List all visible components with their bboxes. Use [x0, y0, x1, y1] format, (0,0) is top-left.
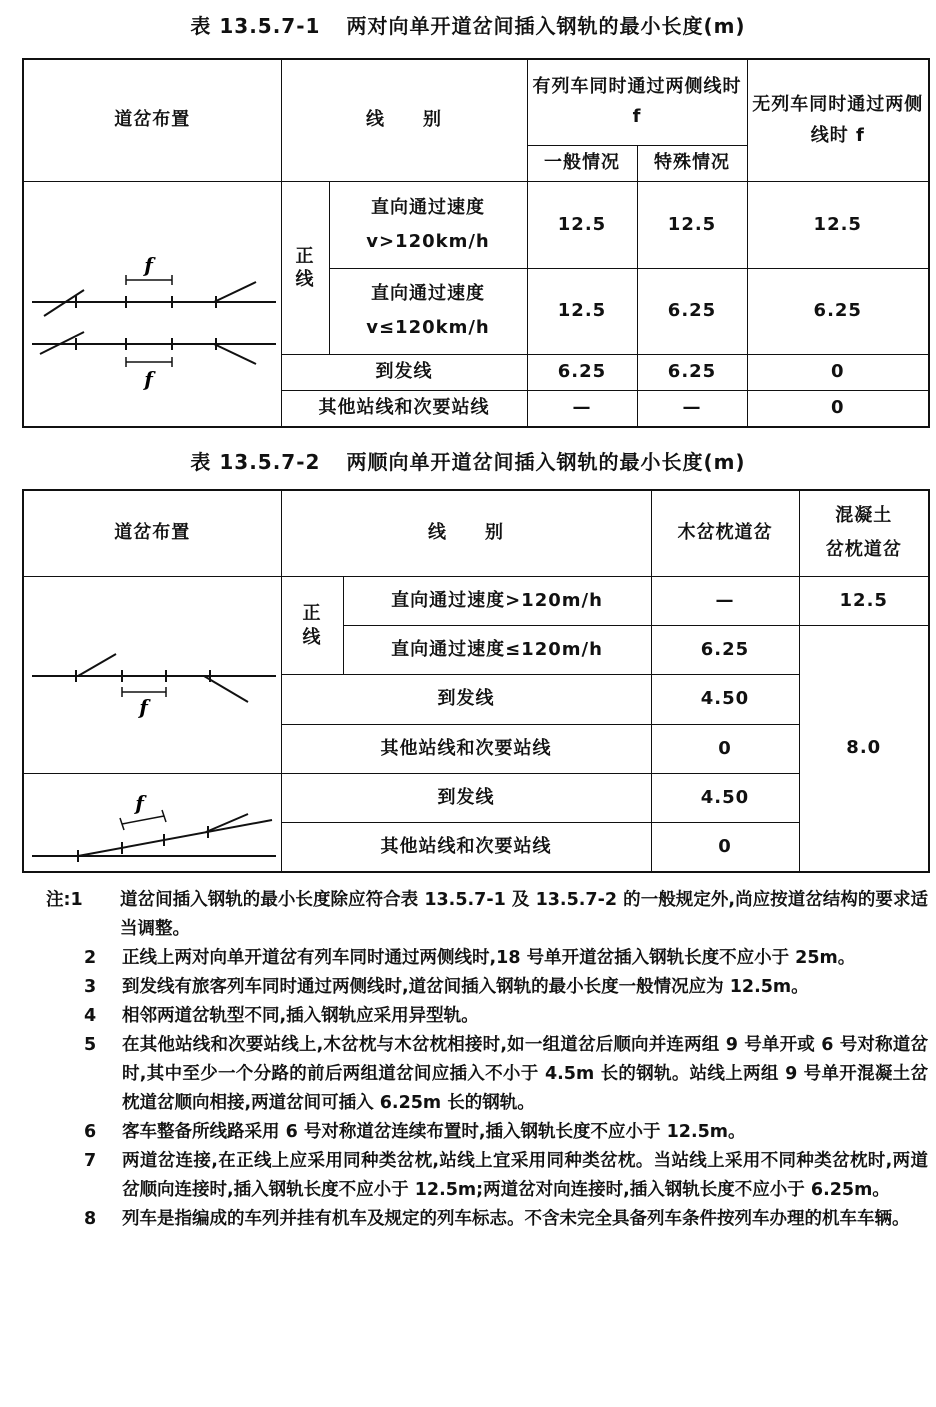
- table2-row4-label: 其他站线和次要站线: [281, 724, 651, 773]
- table2-caption-title: 两顺向单开道岔间插入钢轨的最小长度(m): [346, 450, 746, 474]
- table1-row4-label: 其他站线和次要站线: [281, 391, 527, 427]
- table1-row2-special: 6.25: [637, 268, 747, 354]
- table1-row3-general: 6.25: [527, 355, 637, 391]
- table1-header-special: 特殊情况: [637, 145, 747, 181]
- table1-header-line-type: 线 别: [281, 59, 527, 182]
- table1-row3-label: 到发线: [281, 355, 527, 391]
- table2-row6-label: 其他站线和次要站线: [281, 823, 651, 872]
- note-text: 两道岔连接,在正线上应采用同种类岔枕,站线上宜采用同种类岔枕。当站线上采用不同种类岔枕时,两道岔顺向连接时,插入钢轨长度不应小于 12.5m;两道岔对向连接时,插入钢轨长度不应小于 6.25m。: [122, 1151, 928, 1200]
- table1-row1-general: 12.5: [527, 182, 637, 268]
- note-text: 列车是指编成的车列并挂有机车及规定的列车标志。不含未完全具备列车条件按列车办理的机车车辆。: [122, 1209, 910, 1229]
- table2-header-line-type: 线 别: [281, 490, 651, 576]
- table2-row1-concrete: 12.5: [799, 576, 929, 625]
- note-item: [48, 973, 928, 1002]
- note-text: 客车整备所线路采用 6 号对称道岔连续布置时,插入钢轨长度不应小于 12.5m。: [122, 1122, 746, 1142]
- table1-row2-without: 6.25: [747, 268, 929, 354]
- trailing-turnouts-diagram-1: [26, 580, 278, 770]
- table2-caption-number: 表 13.5.7-2: [190, 450, 321, 474]
- diagram-f-label-bottom: f: [144, 367, 155, 392]
- table1-row1-without: 12.5: [747, 182, 929, 268]
- table1-diagram-cell: [23, 182, 281, 427]
- note-number: 6: [84, 1122, 97, 1142]
- table1-row4-general: —: [527, 391, 637, 427]
- table2-row6-wood: 0: [651, 823, 799, 872]
- note-number: 4: [84, 1006, 97, 1026]
- note-item: [48, 1118, 928, 1147]
- opposing-turnouts-diagram: [26, 184, 278, 424]
- table1-row4-without: 0: [747, 391, 929, 427]
- note-number: 8: [84, 1209, 97, 1229]
- table1-row3-without: 0: [747, 355, 929, 391]
- table2-row1-wood: —: [651, 576, 799, 625]
- trailing-turnouts-diagram-2: [26, 774, 278, 870]
- note-text: 在其他站线和次要站线上,木岔枕与木岔枕相接时,如一组道岔后顺向并连两组 9 号单开或 6 号对称道岔时,其中至少一个分路的前后两组道岔间应插入不小于 4.5m 长的钢轨。站线上两组 9 号单开混凝土岔枕道岔顺向相接,两道岔间可插入 6.25m 长的钢轨。: [122, 1035, 928, 1113]
- table1-row2-label: 直向通过速度 v≤120km/h: [329, 268, 527, 354]
- diagram-f-label-2: f: [135, 791, 146, 816]
- table1-row1-label: 直向通过速度 v>120km/h: [329, 182, 527, 268]
- table2-header-concrete: 混凝土 岔枕道岔: [799, 490, 929, 576]
- note-number: 2: [84, 948, 97, 968]
- table1-header-general: 一般情况: [527, 145, 637, 181]
- table1-caption-number: 表 13.5.7-1: [190, 14, 321, 38]
- note-number: 5: [84, 1035, 97, 1055]
- note-number: 7: [84, 1151, 97, 1171]
- note-item: [48, 944, 928, 973]
- note-text: 相邻两道岔轨型不同,插入钢轨应采用异型轨。: [122, 1006, 479, 1026]
- table2-caption: [0, 446, 936, 475]
- table1-caption: [0, 10, 936, 39]
- note-item: [48, 1147, 928, 1205]
- note-number: 3: [84, 977, 97, 997]
- table2-row5-wood: 4.50: [651, 773, 799, 822]
- diagram-f-label-top: f: [144, 253, 155, 278]
- table2: [22, 489, 930, 873]
- note-item: [48, 1205, 928, 1234]
- table1-main-line: 正线: [281, 182, 329, 355]
- diagram-f-label: f: [139, 694, 150, 719]
- note-item: [48, 1031, 928, 1118]
- note-text: 道岔间插入钢轨的最小长度除应符合表 13.5.7-1 及 13.5.7-2 的一般规定外,尚应按道岔结构的要求适当调整。: [120, 890, 928, 939]
- table2-row1-label: 直向通过速度>120m/h: [343, 576, 651, 625]
- note-text: 到发线有旅客列车同时通过两侧线时,道岔间插入钢轨的最小长度一般情况应为 12.5m。: [122, 977, 809, 997]
- table1-row3-special: 6.25: [637, 355, 747, 391]
- table2-main-line: 正线: [281, 576, 343, 675]
- note-text: 正线上两对向单开道岔有列车同时通过两侧线时,18 号单开道岔插入钢轨长度不应小于 25m。: [122, 948, 856, 968]
- table2-header-layout: 道岔布置: [23, 490, 281, 576]
- table2-diagram1-cell: [23, 576, 281, 773]
- table1-row2-general: 12.5: [527, 268, 637, 354]
- table1: [22, 58, 930, 428]
- table2-row4-wood: 0: [651, 724, 799, 773]
- table1-header-layout: 道岔布置: [23, 59, 281, 182]
- note-item: [48, 886, 928, 944]
- note-number: 注:1: [46, 890, 83, 910]
- table2-row5-label: 到发线: [281, 773, 651, 822]
- table1-caption-title: 两对向单开道岔间插入钢轨的最小长度(m): [346, 14, 746, 38]
- table1-row4-special: —: [637, 391, 747, 427]
- notes: [48, 886, 928, 1234]
- table2-row2-label: 直向通过速度≤120m/h: [343, 626, 651, 675]
- table2-concrete-merged: 8.0: [799, 626, 929, 872]
- note-item: [48, 1002, 928, 1031]
- table1-header-without-train: 无列车同时通过两侧线时 f: [747, 59, 929, 182]
- table2-row3-wood: 4.50: [651, 675, 799, 724]
- table1-header-with-train: 有列车同时通过两侧线时 f: [527, 59, 747, 145]
- table1-row1-special: 12.5: [637, 182, 747, 268]
- table2-header-wood: 木岔枕道岔: [651, 490, 799, 576]
- table2-diagram2-cell: [23, 773, 281, 872]
- table2-row2-wood: 6.25: [651, 626, 799, 675]
- table2-row3-label: 到发线: [281, 675, 651, 724]
